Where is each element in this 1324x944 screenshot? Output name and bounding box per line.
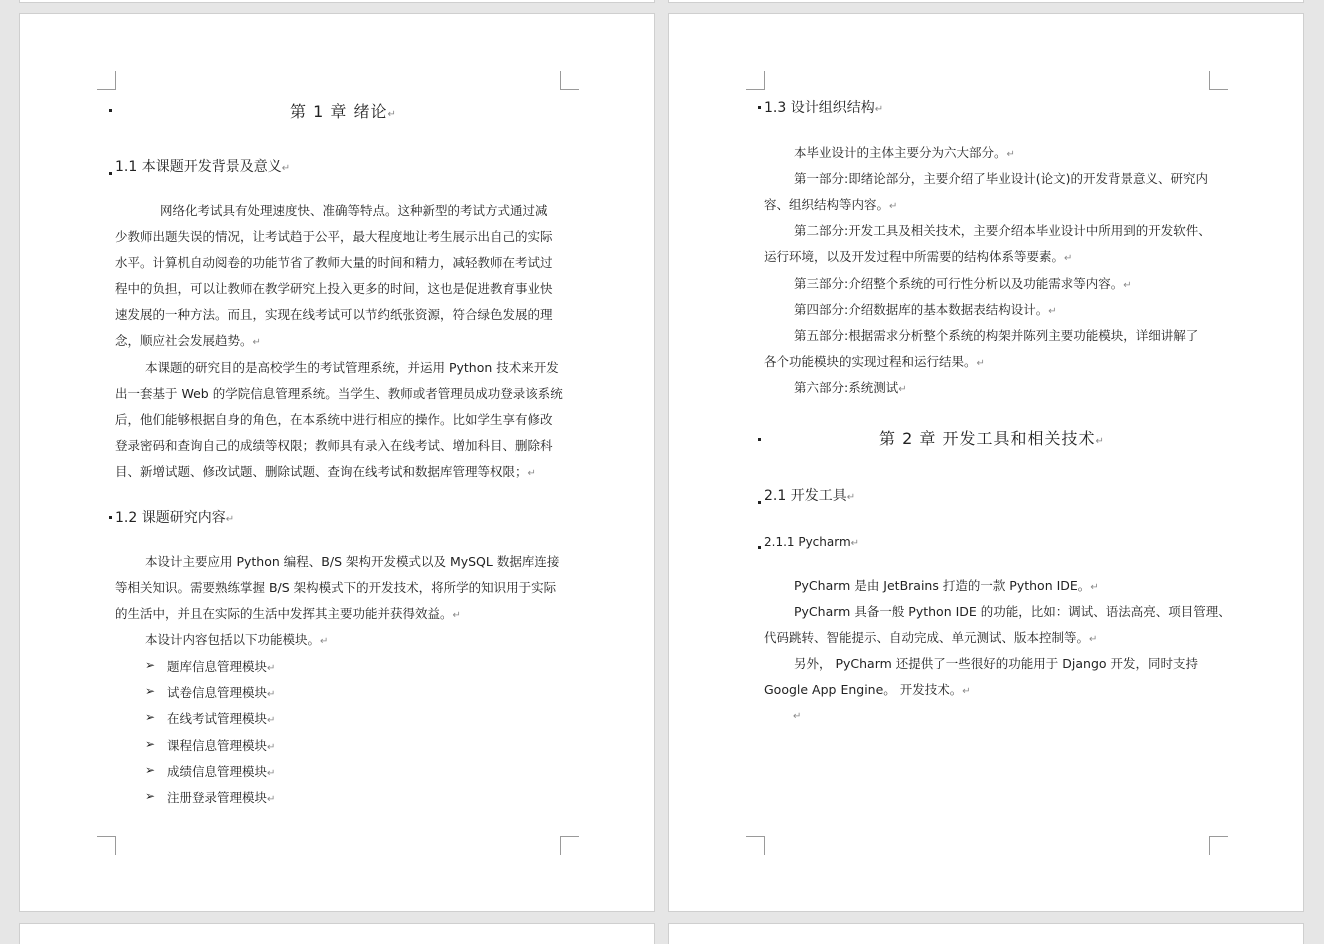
empty-paragraph-mark: ↵ <box>793 711 802 722</box>
next-page-edge-left <box>20 924 654 944</box>
paragraph-line: 网络化考试具有处理速度快、准确等特点。这种新型的考试方式通过减 <box>160 203 548 218</box>
section-2-1-1-heading: 2.1.1 Pycharm↵ <box>764 535 860 549</box>
paragraph-line: 后，他们能够根据自身的角色，在本系统中进行相应的操作。比如学生享有修改 <box>115 412 553 427</box>
module-list-item: 题库信息管理模块↵ <box>167 659 276 674</box>
document-page-right[interactable] <box>669 14 1303 911</box>
list-arrow-icon: ➢ <box>145 736 156 751</box>
pycharm-line: 另外， PyCharm 还提供了一些很好的功能用于 Django 开发，同时支持 <box>794 656 1198 671</box>
section-1-1-paragraph-2 <box>115 355 575 487</box>
module-list-item: 在线考试管理模块↵ <box>167 711 276 727</box>
list-arrow-icon: ➢ <box>145 710 156 725</box>
pycharm-line: PyCharm 是由 JetBrains 打造的一款 Python IDE。↵ <box>794 578 1099 593</box>
heading-marker <box>758 546 761 549</box>
crop-mark-top-right <box>560 71 579 90</box>
pycharm-line: Google App Engine。 开发技术。↵ <box>764 682 971 697</box>
organization-line: 第六部分:系统测试↵ <box>794 380 907 395</box>
crop-mark-bottom-left <box>746 836 765 855</box>
list-arrow-icon: ➢ <box>145 789 156 803</box>
list-arrow-icon: ➢ <box>145 684 156 699</box>
chapter-1-title: 第 1 章 绪论↵ <box>290 102 397 121</box>
module-list-item: 课程信息管理模块↵ <box>167 737 276 753</box>
paragraph-line: 等相关知识。需要熟练掌握 B/S 架构模式下的开发技术，将所学的知识用于实际 <box>115 580 557 595</box>
paragraph-line: 程中的负担，可以让教师在教学研究上投入更多的时间，这也是促进教育事业快 <box>115 281 553 296</box>
previous-page-edge-right <box>669 0 1303 2</box>
module-list-item: 成绩信息管理模块↵ <box>167 763 276 779</box>
section-1-3-heading: 1.3 设计组织结构↵ <box>764 100 884 116</box>
section-1-1-heading: 1.1 本课题开发背景及意义↵ <box>115 159 291 175</box>
module-list-item: 试卷信息管理模块↵ <box>167 685 276 701</box>
organization-line: 第五部分:根据需求分析整个系统的构架并陈列主要功能模块，详细讲解了 <box>794 328 1199 343</box>
section-1-2-heading: 1.2 课题研究内容↵ <box>115 510 235 526</box>
crop-mark-bottom-right <box>1209 836 1228 855</box>
heading-marker <box>109 172 112 175</box>
section-2-1-heading: 2.1 开发工具↵ <box>764 488 856 504</box>
paragraph-line: 本课题的研究目的是高校学生的考试管理系统，并运用 Python 技术来开发 <box>145 360 559 375</box>
paragraph-line: 本设计主要应用 Python 编程、B/S 架构开发模式以及 MySQL 数据库连接 <box>145 554 560 569</box>
section-1-2-paragraph-2: 本设计内容包括以下功能模块。↵ <box>145 632 329 647</box>
crop-mark-bottom-right <box>560 836 579 855</box>
list-arrow-icon: ➢ <box>145 762 156 777</box>
organization-line: 第三部分:介绍整个系统的可行性分析以及功能需求等内容。↵ <box>794 276 1132 291</box>
organization-line: 容、组织结构等内容。↵ <box>764 197 898 212</box>
paragraph-line: 少教师出题失误的情况，让考试趋于公平，最大程度地让考生展示出自己的实际 <box>115 229 553 244</box>
organization-line: 第二部分:开发工具及相关技术，主要介绍本毕业设计中所用到的开发软件、 <box>794 223 1211 238</box>
organization-line: 本毕业设计的主体主要分为六大部分。↵ <box>794 145 1015 160</box>
heading-marker <box>109 109 112 112</box>
pycharm-line: PyCharm 具备一般 Python IDE 的功能，比如：调试、语法高亮、项目管理、 <box>794 604 1231 619</box>
chapter-2-title: 第 2 章 开发工具和相关技术↵ <box>879 429 1105 448</box>
organization-line: 第四部分:介绍数据库的基本数据表结构设计。↵ <box>794 302 1057 317</box>
list-arrow-icon: ➢ <box>145 658 156 672</box>
section-1-2-paragraph-1 <box>115 549 575 629</box>
pycharm-line: 代码跳转、智能提示、自动完成、单元测试、版本控制等。↵ <box>764 630 1098 645</box>
document-page-left[interactable] <box>20 14 654 911</box>
crop-mark-top-left <box>97 71 116 90</box>
paragraph-line: 速发展的一种方法。而且，实现在线考试可以节约纸张资源，符合绿色发展的理 <box>115 307 553 322</box>
heading-marker <box>109 516 112 519</box>
paragraph-line: 念，顺应社会发展趋势。↵ <box>115 333 261 348</box>
previous-page-edge-left <box>20 0 654 2</box>
paragraph-line: 登录密码和查询自己的成绩等权限；教师具有录入在线考试、增加科目、删除科 <box>115 438 553 453</box>
paragraph-line: 出一套基于 Web 的学院信息管理系统。当学生、教师或者管理员成功登录该系统 <box>115 386 563 401</box>
organization-line: 第一部分:即绪论部分，主要介绍了毕业设计(论文)的开发背景意义、研究内 <box>794 171 1208 186</box>
paragraph-line: 水平。计算机自动阅卷的功能节省了教师大量的时间和精力，减轻教师在考试过 <box>115 255 553 270</box>
heading-marker <box>758 106 761 109</box>
paragraph-line: 目、新增试题、修改试题、删除试题、查询在线考试和数据库管理等权限；↵ <box>115 464 536 479</box>
next-page-edge-right <box>669 924 1303 944</box>
organization-line: 运行环境，以及开发过程中所需要的结构体系等要素。↵ <box>764 249 1073 264</box>
section-1-1-paragraph-1 <box>115 198 575 356</box>
crop-mark-top-right <box>1209 71 1228 90</box>
heading-marker <box>758 501 761 504</box>
crop-mark-top-left <box>746 71 765 90</box>
organization-line: 各个功能模块的实现过程和运行结果。↵ <box>764 354 985 369</box>
crop-mark-bottom-left <box>97 836 116 855</box>
heading-marker <box>758 438 761 441</box>
module-list-item: 注册登录管理模块↵ <box>167 790 276 805</box>
paragraph-line: 的生活中，并且在实际的生活中发挥其主要功能并获得效益。↵ <box>115 606 461 621</box>
